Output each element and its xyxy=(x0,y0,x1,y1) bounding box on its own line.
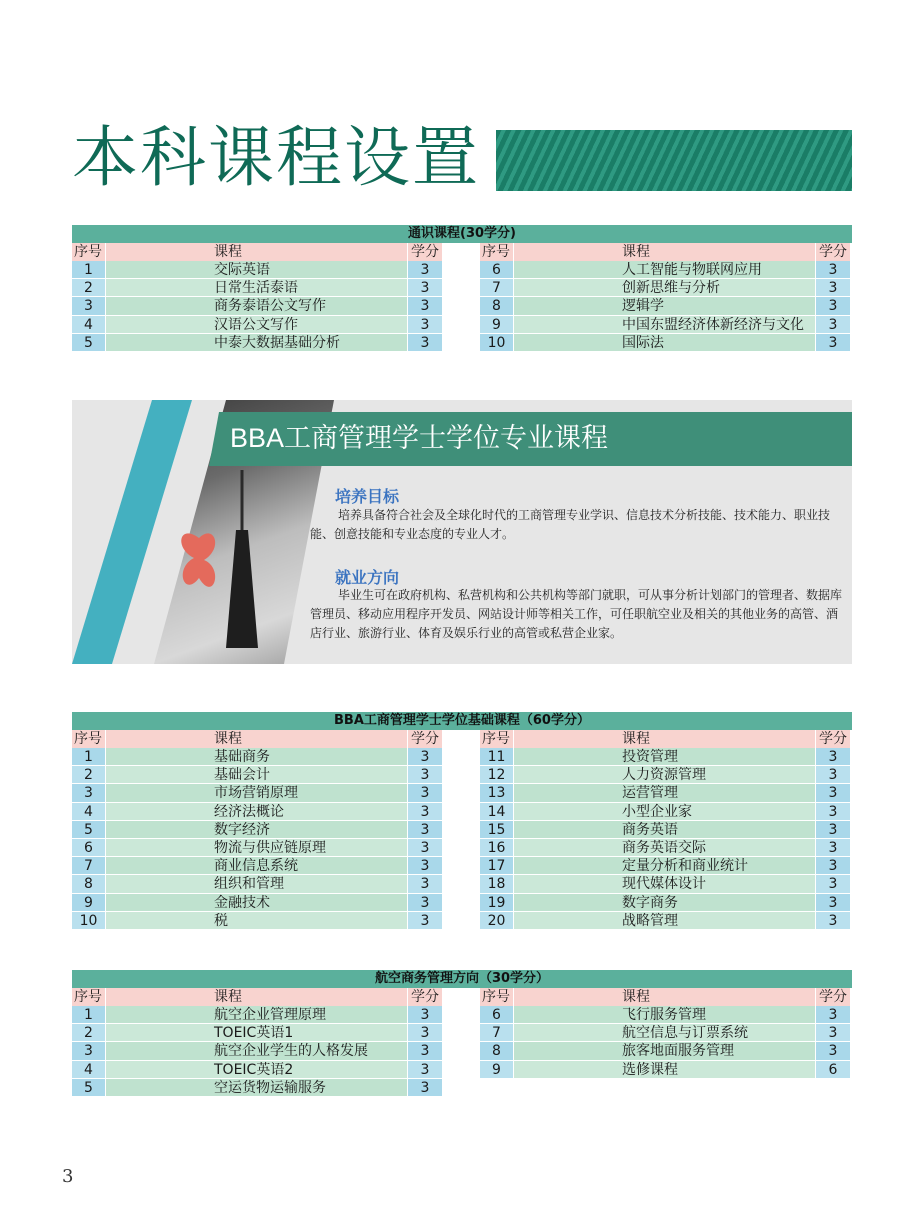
course-credit: 3 xyxy=(408,912,442,930)
course-name: 组织和管理 xyxy=(106,875,407,893)
page-number: 3 xyxy=(62,1166,74,1187)
course-name-right: 旅客地面服务管理 xyxy=(514,1042,815,1060)
course-credit: 3 xyxy=(408,1024,442,1042)
decorative-stripe-block xyxy=(496,130,852,191)
course-number: 8 xyxy=(72,875,105,893)
course-credit-right: 3 xyxy=(816,839,850,857)
course-number: 4 xyxy=(72,1061,105,1079)
course-credit: 3 xyxy=(408,279,442,297)
course-credit-right: 3 xyxy=(816,784,850,802)
career-text: 毕业生可在政府机构、私营机构和公共机构等部门就职，可从事分析计划部门的管理者、数据库管理员、移动应用程序开发员、网站设计师等相关工作，可任职航空业及相关的其他业务的高管、酒店行业、旅游行业、体育及娱乐行业的高管或私营企业家。 xyxy=(310,588,843,640)
course-number-right: 15 xyxy=(480,821,513,839)
header-course: 课程 xyxy=(106,730,407,748)
course-number: 2 xyxy=(72,1024,105,1042)
course-name-right: 运营管理 xyxy=(514,784,815,802)
course-name: 商业信息系统 xyxy=(106,857,407,875)
course-credit: 3 xyxy=(408,1006,442,1024)
table-title: 航空商务管理方向（30学分） xyxy=(72,970,852,988)
course-name: TOEIC英语1 xyxy=(106,1024,407,1042)
course-number: 1 xyxy=(72,261,105,279)
red-ribbon-icon xyxy=(174,518,224,618)
header-credit-right: 学分 xyxy=(816,243,850,261)
table-row xyxy=(72,912,852,930)
table-title: BBA工商管理学士学位基础课程（60学分） xyxy=(72,712,852,730)
course-name: 航空企业管理原理 xyxy=(106,1006,407,1024)
course-number: 7 xyxy=(72,857,105,875)
course-name-right: 创新思维与分析 xyxy=(514,279,815,297)
course-credit-right: 3 xyxy=(816,857,850,875)
table-row xyxy=(72,279,852,297)
banner-title: BBA工商管理学士学位专业课程 xyxy=(230,423,609,453)
header-credit-right: 学分 xyxy=(816,730,850,748)
course-name: 市场营销原理 xyxy=(106,784,407,802)
header-course-right: 课程 xyxy=(514,730,815,748)
course-number-right: 14 xyxy=(480,803,513,821)
course-number-right: 17 xyxy=(480,857,513,875)
course-number-right: 10 xyxy=(480,334,513,352)
course-credit: 3 xyxy=(408,821,442,839)
course-name-right: 小型企业家 xyxy=(514,803,815,821)
course-credit-right: 3 xyxy=(816,334,850,352)
course-credit: 3 xyxy=(408,748,442,766)
course-credit-right: 3 xyxy=(816,297,850,315)
course-number: 4 xyxy=(72,803,105,821)
course-number-right: 20 xyxy=(480,912,513,930)
course-credit: 3 xyxy=(408,803,442,821)
table-row xyxy=(72,1061,852,1079)
course-number-right: 7 xyxy=(480,279,513,297)
course-credit-right: 3 xyxy=(816,912,850,930)
course-number: 10 xyxy=(72,912,105,930)
table-row xyxy=(72,334,852,352)
tassel-icon xyxy=(222,470,262,650)
course-credit: 3 xyxy=(408,839,442,857)
course-number-right: 8 xyxy=(480,297,513,315)
course-credit: 3 xyxy=(408,766,442,784)
table-title: 通识课程(30学分) xyxy=(72,225,852,243)
course-number: 1 xyxy=(72,748,105,766)
course-name: TOEIC英语2 xyxy=(106,1061,407,1079)
course-name: 日常生活泰语 xyxy=(106,279,407,297)
course-number-right: 9 xyxy=(480,316,513,334)
course-credit: 3 xyxy=(408,1042,442,1060)
course-name: 航空企业学生的人格发展 xyxy=(106,1042,407,1060)
course-credit: 3 xyxy=(408,857,442,875)
table-header-row xyxy=(72,730,852,748)
course-name-right: 航空信息与订票系统 xyxy=(514,1024,815,1042)
course-number-right: 12 xyxy=(480,766,513,784)
header-credit-right: 学分 xyxy=(816,988,850,1006)
course-number: 2 xyxy=(72,279,105,297)
course-credit-right: 3 xyxy=(816,316,850,334)
course-credit-right: 3 xyxy=(816,1006,850,1024)
header-num: 序号 xyxy=(72,730,105,748)
course-credit-right: 3 xyxy=(816,894,850,912)
course-name: 交际英语 xyxy=(106,261,407,279)
header-course-right: 课程 xyxy=(514,988,815,1006)
table-row xyxy=(72,1006,852,1024)
course-name: 基础商务 xyxy=(106,748,407,766)
header-course-right: 课程 xyxy=(514,243,815,261)
page-title: 本科课程设置 xyxy=(72,119,480,196)
course-credit: 3 xyxy=(408,297,442,315)
course-name: 物流与供应链原理 xyxy=(106,839,407,857)
course-name: 中泰大数据基础分析 xyxy=(106,334,407,352)
course-name-right: 现代媒体设计 xyxy=(514,875,815,893)
course-number: 5 xyxy=(72,334,105,352)
table-row xyxy=(72,766,852,784)
bba-courses-table xyxy=(72,712,852,930)
course-credit: 3 xyxy=(408,784,442,802)
course-credit-right: 3 xyxy=(816,766,850,784)
aviation-courses-table xyxy=(72,970,852,1097)
header-num-right: 序号 xyxy=(480,243,513,261)
table-row xyxy=(72,803,852,821)
course-number: 4 xyxy=(72,316,105,334)
course-name-right: 数字商务 xyxy=(514,894,815,912)
course-name-right: 选修课程 xyxy=(514,1061,815,1079)
course-name-right: 商务英语 xyxy=(514,821,815,839)
course-name-right: 商务英语交际 xyxy=(514,839,815,857)
table-row xyxy=(72,875,852,893)
table-row xyxy=(72,748,852,766)
course-number-right: 8 xyxy=(480,1042,513,1060)
course-name: 金融技术 xyxy=(106,894,407,912)
course-number: 5 xyxy=(72,821,105,839)
table-header-row xyxy=(72,243,852,261)
course-number-right: 11 xyxy=(480,748,513,766)
course-number-right: 7 xyxy=(480,1024,513,1042)
header-course: 课程 xyxy=(106,988,407,1006)
header-num: 序号 xyxy=(72,243,105,261)
course-name-right: 战略管理 xyxy=(514,912,815,930)
course-credit: 3 xyxy=(408,1061,442,1079)
course-name: 空运货物运输服务 xyxy=(106,1079,407,1097)
goal-text: 培养具备符合社会及全球化时代的工商管理专业学识、信息技术分析技能、技术能力、职业技能、创意技能和专业态度的专业人才。 xyxy=(310,508,831,541)
course-credit: 3 xyxy=(408,1079,442,1097)
course-name-right: 投资管理 xyxy=(514,748,815,766)
header-num-right: 序号 xyxy=(480,730,513,748)
table-row xyxy=(72,839,852,857)
course-name-right: 人工智能与物联网应用 xyxy=(514,261,815,279)
table-row xyxy=(72,1042,852,1060)
header-num: 序号 xyxy=(72,988,105,1006)
header-course: 课程 xyxy=(106,243,407,261)
course-number-right: 19 xyxy=(480,894,513,912)
course-number-right: 13 xyxy=(480,784,513,802)
course-number-right: 16 xyxy=(480,839,513,857)
table-row xyxy=(72,857,852,875)
course-number: 2 xyxy=(72,766,105,784)
course-number: 9 xyxy=(72,894,105,912)
course-number-right: 9 xyxy=(480,1061,513,1079)
course-credit-right: 3 xyxy=(816,821,850,839)
course-number: 3 xyxy=(72,784,105,802)
course-name: 数字经济 xyxy=(106,821,407,839)
general-courses-table xyxy=(72,225,852,352)
course-number: 6 xyxy=(72,839,105,857)
table-header-row xyxy=(72,988,852,1006)
bba-banner xyxy=(72,400,852,664)
table-row xyxy=(72,261,852,279)
goal-heading: 培养目标 xyxy=(335,487,400,506)
course-name: 税 xyxy=(106,912,407,930)
course-number: 3 xyxy=(72,297,105,315)
course-number-right: 18 xyxy=(480,875,513,893)
course-name-right: 定量分析和商业统计 xyxy=(514,857,815,875)
career-heading: 就业方向 xyxy=(335,568,400,587)
course-credit-right: 3 xyxy=(816,261,850,279)
course-credit-right: 3 xyxy=(816,1024,850,1042)
course-number: 5 xyxy=(72,1079,105,1097)
table-row xyxy=(72,821,852,839)
course-name: 基础会计 xyxy=(106,766,407,784)
course-name: 经济法概论 xyxy=(106,803,407,821)
table-row xyxy=(72,1024,852,1042)
course-credit-right: 3 xyxy=(816,1042,850,1060)
course-credit: 3 xyxy=(408,261,442,279)
course-name-right: 逻辑学 xyxy=(514,297,815,315)
course-credit: 3 xyxy=(408,894,442,912)
course-credit: 3 xyxy=(408,316,442,334)
course-number: 3 xyxy=(72,1042,105,1060)
course-name-right: 国际法 xyxy=(514,334,815,352)
course-name-right: 飞行服务管理 xyxy=(514,1006,815,1024)
course-credit: 3 xyxy=(408,875,442,893)
table-row xyxy=(72,784,852,802)
course-credit-right: 3 xyxy=(816,803,850,821)
course-credit-right: 3 xyxy=(816,748,850,766)
table-row xyxy=(72,894,852,912)
table-row xyxy=(72,316,852,334)
header-credit: 学分 xyxy=(408,988,442,1006)
course-name: 商务泰语公文写作 xyxy=(106,297,407,315)
header-credit: 学分 xyxy=(408,243,442,261)
header-credit: 学分 xyxy=(408,730,442,748)
header-num-right: 序号 xyxy=(480,988,513,1006)
course-credit-right: 3 xyxy=(816,279,850,297)
course-number-right: 6 xyxy=(480,1006,513,1024)
course-name-right: 人力资源管理 xyxy=(514,766,815,784)
course-credit: 3 xyxy=(408,334,442,352)
course-credit-right: 6 xyxy=(816,1061,850,1079)
course-number: 1 xyxy=(72,1006,105,1024)
table-row xyxy=(72,1079,852,1097)
course-name-right: 中国东盟经济体新经济与文化 xyxy=(514,316,815,334)
course-number-right: 6 xyxy=(480,261,513,279)
course-credit-right: 3 xyxy=(816,875,850,893)
course-name: 汉语公文写作 xyxy=(106,316,407,334)
table-row xyxy=(72,297,852,315)
